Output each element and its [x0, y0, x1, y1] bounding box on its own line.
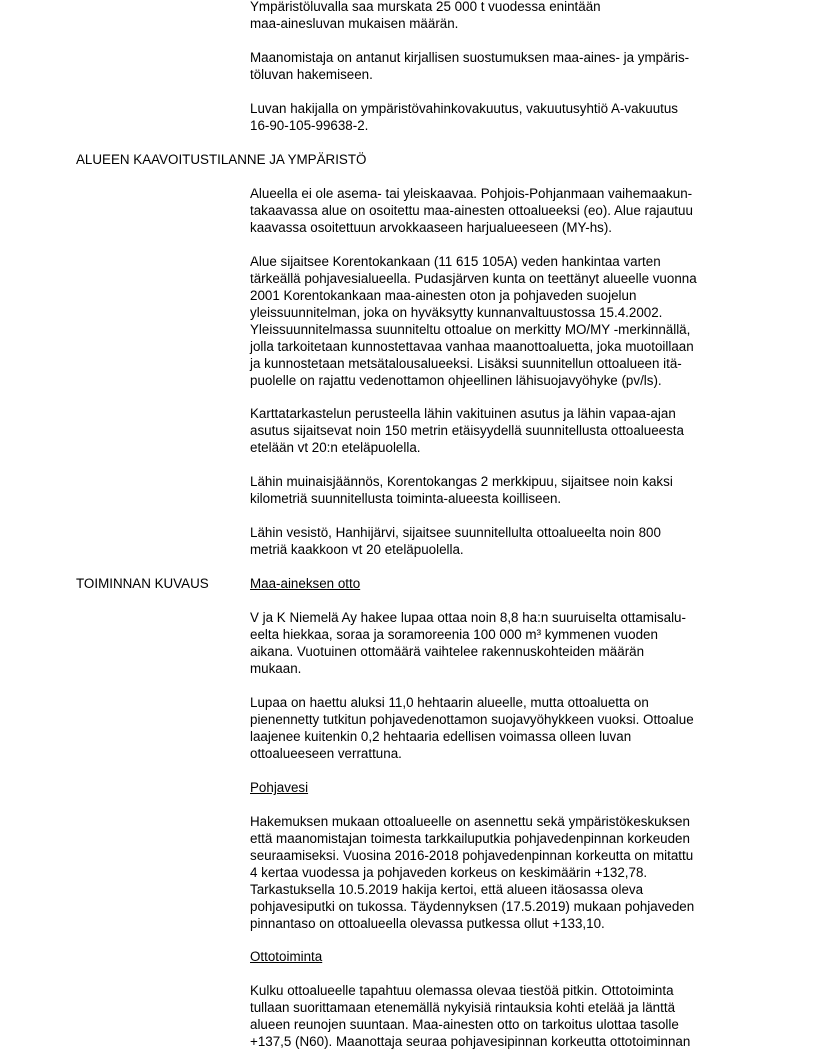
section-heading-toiminta: TOIMINNAN KUVAUS: [76, 576, 209, 591]
subheading-maa-aineksen-otto: Maa-aineksen otto: [250, 576, 361, 591]
subheading-pohjavesi: Pohjavesi: [250, 780, 309, 795]
paragraph-vakuutus: Luvan hakijalla on ympäristövahinkovakuutus, vakuutusyhtiö A-vakuutus 16-90-105-99638-2.: [250, 101, 679, 133]
paragraph-ottoalue: Lupaa on haettu aluksi 11,0 hehtaarin alueelle, mutta ottoaluetta on pienennetty tutkitun pohjavedenottamon suojavyöhykkeen vuoksi. Ottoalue laajenee kuitenkin 0,2 hehtaaria edellisen voimassa olleen luvan ottoalueeseen verrattuna.: [250, 695, 694, 761]
paragraph-muinaisjaannos: Lähin muinaisjäännös, Korentokangas 2 merkkipuu, sijaitsee noin kaksi kilometriä suunnitellusta toiminta-alueesta koilliseen.: [250, 474, 673, 506]
paragraph-pohjavesialue: Alue sijaitsee Korentokankaan (11 615 105A) veden hankintaa varten tärkeällä pohjavesialueella. Pudasjärven kunta on teettänyt alueelle vuonna 2001 Korentokankaan maa-ainesten oton ja pohjaveden suojelun yleissuunnitelman, joka on hyväksytty kunnanvaltuustossa 15.4.2002. Yleissuunnitelmassa suunniteltu ottoalue on merkitty MO/MY -merkinnällä, jolla tarkoitetaan kunnostettavaa vanhaa maanottoaluetta, joka muotoillaan ja kunnostetaan metsätalousalueeksi. Lisäksi suunnitellun ottoalueen itä- puolelle on rajattu vedenottamon ohjeellinen lähisuojavyöhyke (pv/ls).: [250, 254, 697, 388]
subheading-ottotoiminta: Ottotoiminta: [250, 949, 323, 964]
section-heading-alue: ALUEEN KAAVOITUSTILANNE JA YMPÄRISTÖ: [76, 152, 367, 167]
paragraph-asutus: Karttatarkastelun perusteella lähin vakituinen asutus ja lähin vapaa-ajan asutus sijaitsevat noin 150 metrin etäisyydellä suunnitellusta ottoalueesta etelään vt 20:n eteläpuolella.: [250, 406, 684, 455]
paragraph-ottomaara: V ja K Niemelä Ay hakee lupaa ottaa noin 8,8 ha:n suuruiselta ottamisalu- eelta hiekkaa, soraa ja soramoreenia 100 000 m³ kymmenen vuoden aikana. Vuotuinen ottomäärä vaihtelee rakennuskohteiden määrän mukaan.: [250, 610, 686, 676]
paragraph-murskaus: Ympäristöluvalla saa murskata 25 000 t vuodessa enintään maa-ainesluvan mukaisen määrän.: [250, 0, 601, 31]
paragraph-suostumus: Maanomistaja on antanut kirjallisen suostumuksen maa-aines- ja ympäris- töluvan hakemiseen.: [250, 50, 690, 82]
paragraph-pohjavesi: Hakemuksen mukaan ottoalueelle on asennettu sekä ympäristökeskuksen että maanomistajan toimesta tarkkailuputkia pohjavedenpinnan korkeuden seuraamiseksi. Vuosina 2016-2018 pohjavedenpinnan korkeutta on mitattu 4 kertaa vuodessa ja pohjaveden korkeus on keskimäärin +132,78. Tarkastuksella 10.5.2019 hakija kertoi, että alueen itäosassa oleva pohjavesiputki on tukossa. Täydennyksen (17.5.2019) mukaan pohjaveden pinnantaso on ottoalueella olevassa putkessa ollut +133,10.: [250, 814, 695, 931]
paragraph-kaava: Alueella ei ole asema- tai yleiskaavaa. Pohjois-Pohjanmaan vaihemaakun- takaavassa alue on osoitettu maa-ainesten ottoalueeksi (eo). Alue rajautuu kaavassa osoitettuun arvokkaaseen harjualueeseen (MY-hs).: [250, 186, 693, 235]
paragraph-vesisto: Lähin vesistö, Hanhijärvi, sijaitsee suunnitellulta ottoalueelta noin 800 metriä kaakkoon vt 20 eteläpuolella.: [250, 525, 661, 557]
paragraph-ottotoiminta: Kulku ottoalueelle tapahtuu olemassa olevaa tiestöä pitkin. Ottotoiminta tullaan suorittamaan etenemällä nykyisiä rintauksia kohti etelää ja länttä alueen reunojen suuntaan. Maa-ainesten otto on tarkoitus ulottaa tasolle +137,5 (N60). Maanottaja seuraa pohjavesipinnan korkeutta ottotoiminnan: [250, 983, 691, 1049]
